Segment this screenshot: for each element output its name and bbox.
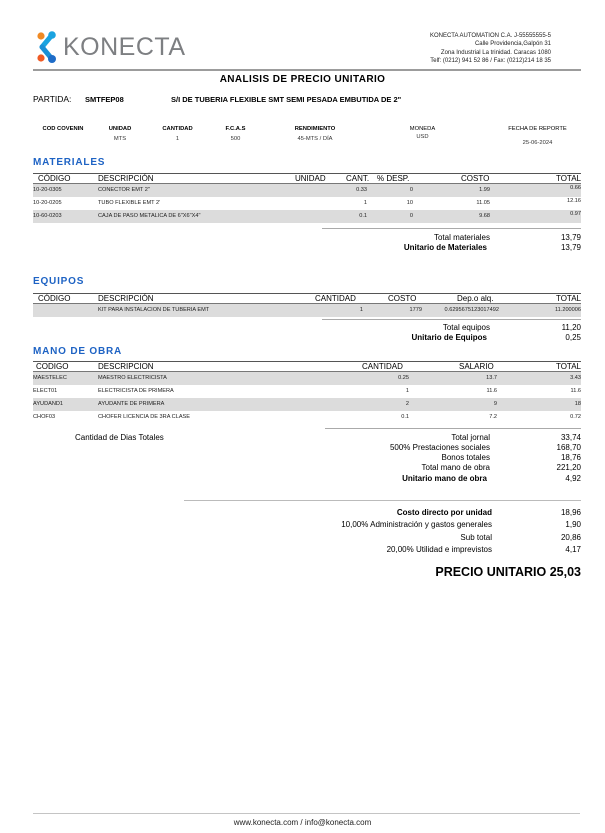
info-label: RENDIMIENTO	[294, 126, 336, 132]
unitario-materiales-value: 13,79	[560, 243, 581, 252]
unitario-equipos-label: Unitario de Equipos	[411, 333, 487, 342]
cell-salario: 9	[493, 401, 497, 407]
total-mano-obra-value: 221,20	[556, 463, 581, 472]
table-row	[33, 184, 581, 197]
total-equipos-label: Total equipos	[442, 323, 490, 332]
col-codigo: CODIGO	[36, 362, 69, 371]
total-materiales-value: 13,79	[560, 233, 581, 242]
total-equipos-value: 11,20	[561, 323, 581, 332]
cell-costo: 1779	[409, 307, 422, 313]
utilidad-value: 4,17	[565, 545, 581, 554]
info-value: MTS	[113, 136, 127, 142]
cell-cantidad: 0.25	[398, 375, 409, 381]
equipos-header	[33, 293, 581, 304]
info-value: 500	[230, 136, 241, 142]
info-rendimiento	[285, 124, 345, 144]
cell-salario: 11.6	[486, 388, 497, 394]
table-row	[33, 197, 581, 210]
cell-costo: 1.99	[479, 187, 490, 193]
cell-total: 12.16	[567, 198, 581, 204]
materiales-table	[33, 173, 581, 223]
materiales-header	[33, 173, 581, 184]
cell-cantidad: 1	[359, 307, 363, 313]
costo-directo-value: 18,96	[560, 508, 581, 517]
company-info	[430, 32, 551, 65]
cell-total: 0.72	[570, 414, 581, 420]
col-descripcion: DESCRIPCION	[98, 362, 154, 371]
cell-cant: 0.33	[356, 187, 367, 193]
info-cantidad	[155, 124, 200, 144]
cell-descripcion: TUBO FLEXIBLE EMT 2'	[98, 200, 161, 206]
col-descripcion: DESCRIPCIÓN	[98, 174, 154, 183]
info-value: 1	[175, 136, 180, 142]
company-zone: Zona Industrial La trinidad. Caracas 1080	[440, 49, 551, 56]
bonos-label: Bonos totales	[441, 453, 490, 462]
cell-desp: 0	[409, 187, 413, 193]
company-address: Calle Providencia,Galpón 31	[474, 41, 551, 48]
prestaciones-value: 168,70	[556, 443, 581, 452]
cell-descripcion: MAESTRO ELECTRICISTA	[98, 375, 167, 381]
info-label: UNIDAD	[108, 126, 132, 132]
cell-dep: 0.6295675123017492	[444, 307, 499, 313]
company-logo	[36, 30, 186, 66]
col-total: TOTAL	[555, 362, 581, 371]
equipos-title: EQUIPOS	[33, 276, 85, 287]
unitario-mano-obra-label: Unitario mano de obra	[402, 474, 487, 483]
partida-description: S/I DE TUBERIA FLEXIBLE SMT SEMI PESADA EMBUTIDA DE 2"	[171, 95, 402, 104]
cell-total: 3.43	[570, 375, 581, 381]
total-jornal-value: 33,74	[560, 433, 581, 442]
subtotal-value: 20,86	[560, 533, 581, 542]
mano-obra-sum-divider	[325, 428, 581, 429]
cell-codigo: CHOF03	[33, 414, 56, 420]
col-codigo: CÓDIGO	[38, 174, 71, 183]
unitario-equipos-value: 0,25	[565, 333, 581, 342]
table-row	[33, 385, 581, 398]
cell-total: 0.66	[570, 185, 581, 191]
cell-cantidad: 0.1	[401, 414, 409, 420]
company-phone: Telf: (0212) 941 52 86 / Fax: (0212)214 18 35	[430, 57, 551, 64]
unitario-mano-obra-value: 4,92	[565, 474, 581, 483]
col-total: TOTAL	[555, 174, 581, 183]
footer-contact: www.konecta.com / info@konecta.com	[233, 818, 372, 827]
col-dep: Dep.o alq.	[457, 294, 494, 303]
cell-codigo: AYUDAND1	[33, 401, 64, 407]
header-divider	[33, 69, 581, 71]
table-row	[33, 304, 581, 317]
partida-label: PARTIDA:	[33, 94, 72, 104]
cell-descripcion: ELECTRICISTA DE PRIMERA	[98, 388, 174, 394]
company-name: KONECTA AUTOMATION C.A. J-55555555-5	[429, 33, 551, 39]
cell-total: 11.200006	[554, 307, 581, 313]
info-value: 45-MTS / DÍA	[297, 136, 333, 142]
partida-code: SMTFEP08	[85, 95, 124, 104]
cell-cantidad: 1	[405, 388, 409, 394]
info-fcas	[218, 124, 253, 144]
cell-codigo: 10-20-0305	[33, 187, 62, 193]
cell-descripcion: CHOFER LICENCIA DE 3RA CLASE	[98, 414, 191, 420]
col-desp: % DESP.	[377, 174, 410, 183]
subtotal-label: Sub total	[460, 533, 492, 542]
equipos-sum-divider	[322, 319, 581, 320]
cell-desp: 10	[406, 200, 413, 206]
cell-descripcion: CONECTOR EMT 2"	[98, 187, 150, 193]
cell-cant: 1	[363, 200, 367, 206]
cell-codigo: 10-60-0203	[33, 213, 62, 219]
info-value: USD	[416, 134, 429, 140]
info-fecha	[495, 124, 580, 148]
info-moneda	[400, 124, 445, 140]
mano-obra-table	[33, 361, 581, 424]
mano-obra-header	[33, 361, 581, 372]
cell-total: 11.6	[570, 388, 581, 394]
col-costo: COSTO	[388, 294, 417, 303]
col-unidad: UNIDAD	[295, 174, 326, 183]
info-label: MONEDA	[409, 126, 436, 132]
total-mano-obra-label: Total mano de obra	[421, 463, 490, 472]
materiales-title: MATERIALES	[33, 157, 106, 168]
cell-descripcion: KIT PARA INSTALACION DE TUBERIA EMT	[98, 307, 210, 313]
dias-totales-label: Cantidad de Dias Totales	[75, 433, 164, 442]
cell-costo: 11.05	[476, 200, 490, 206]
konecta-logo-icon	[36, 30, 64, 64]
cell-salario: 7.2	[489, 414, 497, 420]
info-label: FECHA DE REPORTE	[508, 126, 567, 132]
document-title: ANALISIS DE PRECIO UNITARIO	[219, 74, 386, 85]
administracion-value: 1,90	[565, 520, 581, 529]
unitario-materiales-label: Unitario de Materiales	[403, 243, 487, 252]
info-value: 25-06-2024	[522, 140, 553, 146]
col-salario: SALARIO	[459, 362, 494, 371]
equipos-table	[33, 293, 581, 317]
table-row	[33, 398, 581, 411]
cell-total: 18	[574, 401, 581, 407]
col-total: TOTAL	[555, 294, 581, 303]
info-label: COD COVENIN	[42, 126, 84, 132]
cell-cantidad: 2	[405, 401, 409, 407]
table-row	[33, 411, 581, 424]
materiales-sum-divider	[322, 228, 581, 229]
info-label: CANTIDAD	[162, 126, 193, 132]
bonos-value: 18,76	[560, 453, 581, 462]
resumen-divider	[184, 500, 581, 501]
cell-codigo: ELECT01	[33, 388, 58, 394]
administracion-label: 10,00% Administración y gastos generales	[341, 520, 492, 529]
cell-codigo: 10-20-0205	[33, 200, 62, 206]
col-cantidad: CANTIDAD	[362, 362, 403, 371]
cell-total: 0.97	[570, 211, 581, 217]
info-cod-covenin	[38, 124, 88, 134]
prestaciones-label: 500% Prestaciones sociales	[389, 443, 490, 452]
total-jornal-label: Total jornal	[451, 433, 490, 442]
col-codigo: CÓDIGO	[38, 294, 71, 303]
col-cant: CANT.	[346, 174, 370, 183]
col-cantidad: CANTIDAD	[315, 294, 356, 303]
utilidad-label: 20,00% Utilidad e imprevistos	[386, 545, 492, 554]
info-unidad	[100, 124, 140, 144]
table-row	[33, 372, 581, 385]
logo-wordmark: KONECTA	[63, 33, 186, 61]
footer-divider	[33, 813, 580, 814]
cell-desp: 0	[409, 213, 413, 219]
mano-obra-title: MANO DE OBRA	[33, 346, 123, 357]
info-label: F.C.A.S	[225, 126, 246, 132]
total-materiales-label: Total materiales	[433, 233, 490, 242]
cell-descripcion: AYUDANTE DE PRIMERA	[98, 401, 165, 407]
table-row	[33, 210, 581, 223]
col-costo: COSTO	[461, 174, 490, 183]
cell-costo: 9.68	[479, 213, 490, 219]
precio-unitario-total: PRECIO UNITARIO 25,03	[435, 565, 581, 579]
col-descripcion: DESCRIPCIÓN	[98, 294, 154, 303]
cell-descripcion: CAJA DE PASO METALICA DE 6"X6"X4"	[98, 213, 201, 219]
cell-cant: 0.1	[359, 213, 367, 219]
cell-codigo: MAESTELEC	[33, 375, 67, 381]
costo-directo-label: Costo directo por unidad	[396, 508, 492, 517]
cell-salario: 13.7	[486, 375, 497, 381]
